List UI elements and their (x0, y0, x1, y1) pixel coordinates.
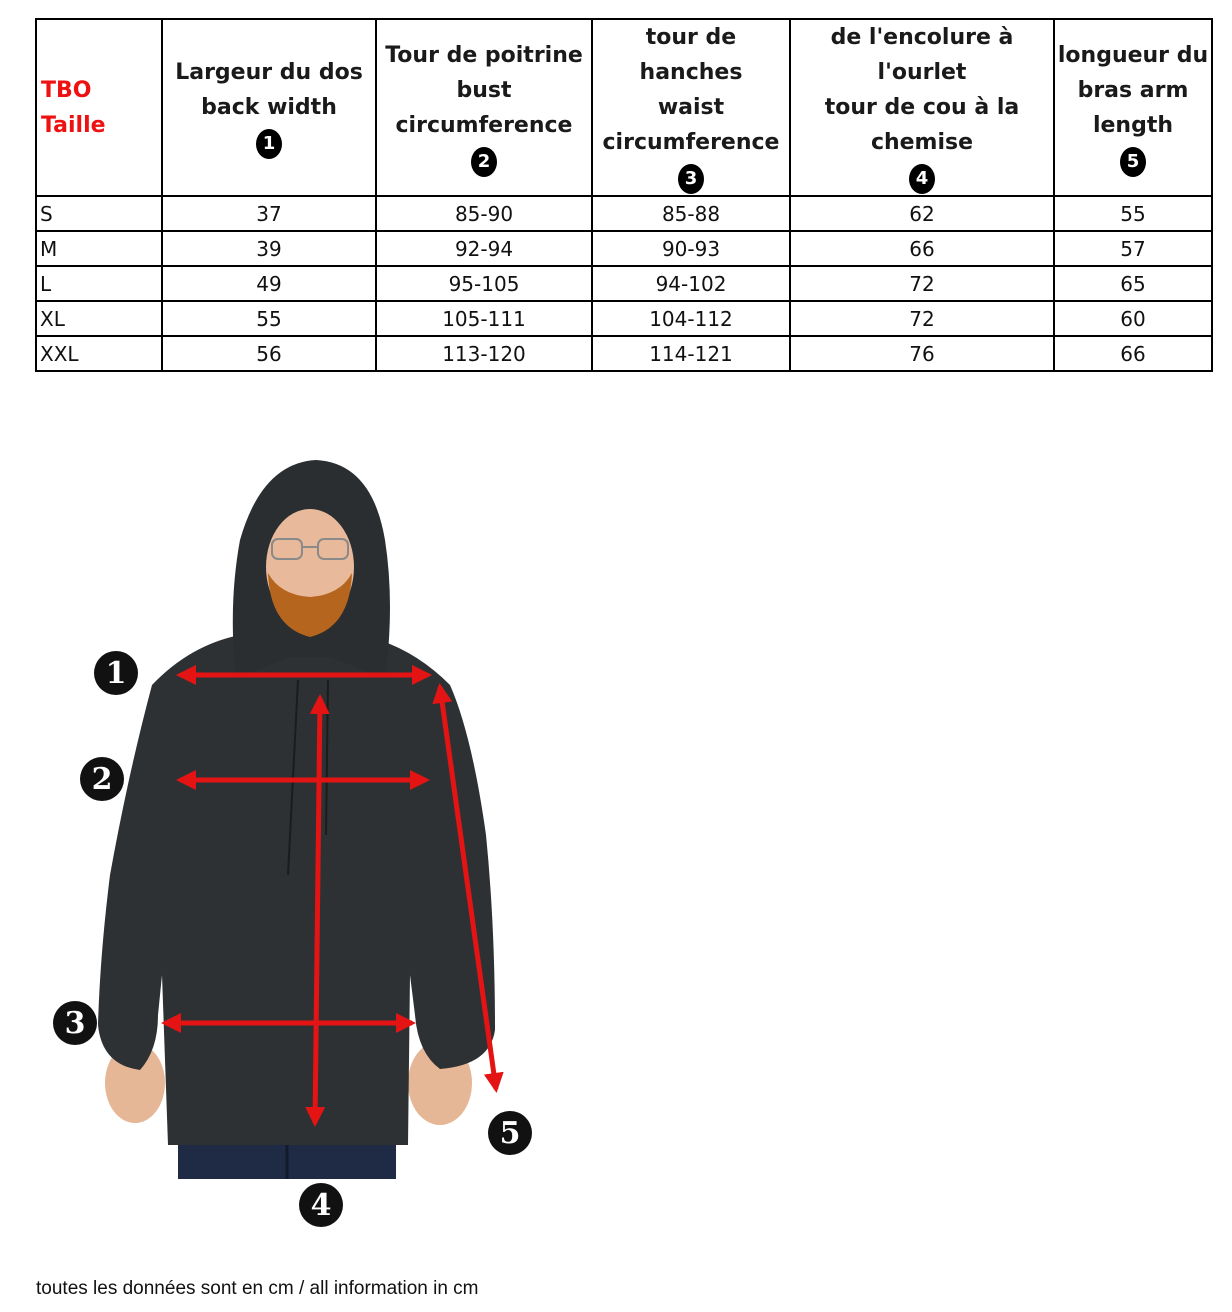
table-cell: 66 (1054, 336, 1212, 371)
table-cell: 57 (1054, 231, 1212, 266)
table-cell: 60 (1054, 301, 1212, 336)
table-cell: 85-90 (376, 196, 592, 231)
table-cell: 105-111 (376, 301, 592, 336)
length-header (790, 19, 1054, 196)
table-cell: 85-88 (592, 196, 790, 231)
table-cell: 55 (1054, 196, 1212, 231)
size-cell: S (36, 196, 162, 231)
header-line: chemise (870, 130, 974, 155)
units-footnote: toutes les données sont en cm / all information in cm (36, 1278, 479, 1299)
table-cell: 37 (162, 196, 376, 231)
number-badge-5: 5 (1120, 147, 1146, 177)
size-chart-table (35, 18, 1213, 372)
header-line: de l'encolure à (830, 25, 1014, 50)
marker-4: 4 (299, 1183, 343, 1227)
table-cell: 95-105 (376, 266, 592, 301)
table-cell: 49 (162, 266, 376, 301)
number-badge-2: 2 (471, 147, 497, 177)
table-cell: 104-112 (592, 301, 790, 336)
table-cell: 76 (790, 336, 1054, 371)
back-width-header (162, 19, 376, 196)
table-header-row (36, 19, 1212, 196)
size-cell: XXL (36, 336, 162, 371)
arm-length-header (1054, 19, 1212, 196)
header-line: Largeur du dos (175, 60, 363, 85)
header-line: waist (657, 95, 725, 120)
table-row (36, 231, 1212, 266)
table-cell: 72 (790, 301, 1054, 336)
table-cell: 113-120 (376, 336, 592, 371)
number-badge-3: 3 (678, 164, 704, 194)
table-cell: 114-121 (592, 336, 790, 371)
table-cell: 39 (162, 231, 376, 266)
marker-5: 5 (488, 1111, 532, 1155)
table-cell: 62 (790, 196, 1054, 231)
header-line: back width (201, 95, 337, 120)
table-row (36, 336, 1212, 371)
header-line: l'ourlet (877, 60, 967, 85)
header-line: tour de cou à la (824, 95, 1020, 120)
header-line: bust (456, 77, 512, 103)
header-line: bras arm (1077, 77, 1189, 103)
table-cell: 72 (790, 266, 1054, 301)
marker-2: 2 (80, 757, 124, 801)
table-row (36, 301, 1212, 336)
measurement-figure (40, 455, 570, 1235)
table-cell: 92-94 (376, 231, 592, 266)
table-cell: 56 (162, 336, 376, 371)
hoodie-illustration (40, 455, 570, 1235)
header-line: TBO (41, 77, 92, 103)
table-cell: 55 (162, 301, 376, 336)
table-cell: 90-93 (592, 231, 790, 266)
table-row (36, 196, 1212, 231)
bust-header (376, 19, 592, 196)
header-line: tour de hanches (639, 25, 743, 85)
size-cell: XL (36, 301, 162, 336)
size-cell: L (36, 266, 162, 301)
header-line: circumference (395, 112, 573, 138)
table-cell: 66 (790, 231, 1054, 266)
header-line: longueur du (1057, 42, 1209, 68)
header-line: Taille (41, 112, 106, 138)
table-cell: 94-102 (592, 266, 790, 301)
header-line: Tour de poitrine (385, 42, 583, 68)
table-row (36, 266, 1212, 301)
number-badge-4: 4 (909, 164, 935, 194)
header-line: circumference (602, 130, 780, 155)
number-badge-1: 1 (256, 129, 282, 159)
size-cell: M (36, 231, 162, 266)
size-column-header (36, 19, 162, 196)
marker-1: 1 (94, 651, 138, 695)
header-line: length (1092, 112, 1174, 138)
waist-header (592, 19, 790, 196)
marker-3: 3 (53, 1001, 97, 1045)
table-cell: 65 (1054, 266, 1212, 301)
